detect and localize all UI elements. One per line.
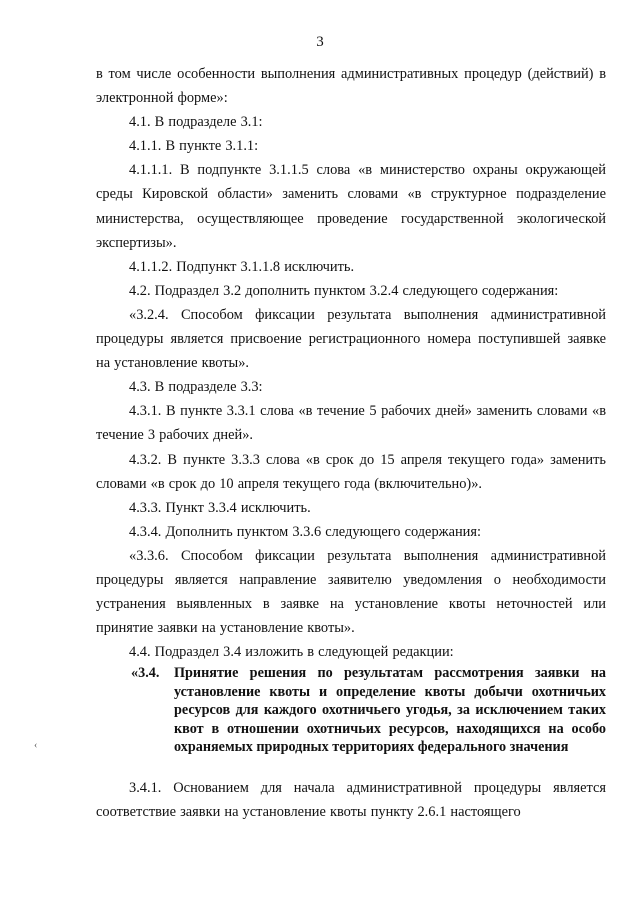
paragraph-3-2-4-quote: «3.2.4. Способом фиксации результата выполнения административной процедуры является присвоение регистрационного номера поступившей заявке на установление квоты». (96, 306, 606, 372)
paragraph-4-1-1-1: 4.1.1.1. В подпункте 3.1.1.5 слова «в министерство охраны окружающей среды Кировской области» заменить словами «в структурное подразделение министерства, осуществляющее проведение государственной экологической экспертизы». (96, 162, 606, 251)
paragraph-4-1: 4.1. В подразделе 3.1: (129, 114, 263, 131)
paragraph-4-3-1: 4.3.1. В пункте 3.3.1 слова «в течение 5 рабочих дней» заменить словами «в течение 3 рабочих дней». (96, 403, 606, 444)
section-heading-number: «3.4. (131, 665, 160, 682)
paragraph-4-3: 4.3. В подразделе 3.3: (129, 379, 263, 396)
paragraph-4-3-4: 4.3.4. Дополнить пунктом 3.3.6 следующего содержания: (129, 523, 481, 540)
page-number: 3 (316, 34, 324, 50)
spacer (96, 756, 606, 776)
paragraph-4-3-2: 4.3.2. В пункте 3.3.3 слова «в срок до 15 апреля текущего года» заменить словами «в срок до 10 апреля текущего года (включительно)». (96, 451, 606, 492)
paragraph-4-2: 4.2. Подраздел 3.2 дополнить пунктом 3.2.4 следующего содержания: (129, 282, 559, 299)
paragraph-4-1-1-2: 4.1.1.2. Подпункт 3.1.1.8 исключить. (129, 258, 355, 275)
paragraph-intro: в том числе особенности выполнения административных процедур (действий) в электронной форме»: (96, 66, 606, 107)
paragraph-4-1-1: 4.1.1. В пункте 3.1.1: (129, 138, 259, 155)
document-body (96, 62, 606, 825)
margin-mark: ‹ (34, 740, 38, 751)
section-heading-3-4 (96, 664, 606, 756)
section-heading-text: Принятие решения по результатам рассмотрения заявки на установление квоты и определение квоты добычи охотничьих ресурсов для каждого охотничьего угодья, за исключением таких квот в отношении охотничьих ресурсов, находящихся на особо охраняемых природных территориях федерального значения (174, 665, 606, 755)
paragraph-3-4-1: 3.4.1. Основанием для начала административной процедуры является соответствие заявки на установление квоты пункту 2.6.1 настоящего (96, 780, 606, 821)
paragraph-3-3-6-quote: «3.3.6. Способом фиксации результата выполнения административной процедуры является направление заявителю уведомления о необходимости устранения выявленных в заявке на установление квоты неточностей или принятие заявки на установление квоты». (96, 547, 606, 637)
paragraph-4-4: 4.4. Подраздел 3.4 изложить в следующей редакции: (129, 644, 454, 661)
paragraph-4-3-3: 4.3.3. Пункт 3.3.4 исключить. (129, 499, 311, 516)
